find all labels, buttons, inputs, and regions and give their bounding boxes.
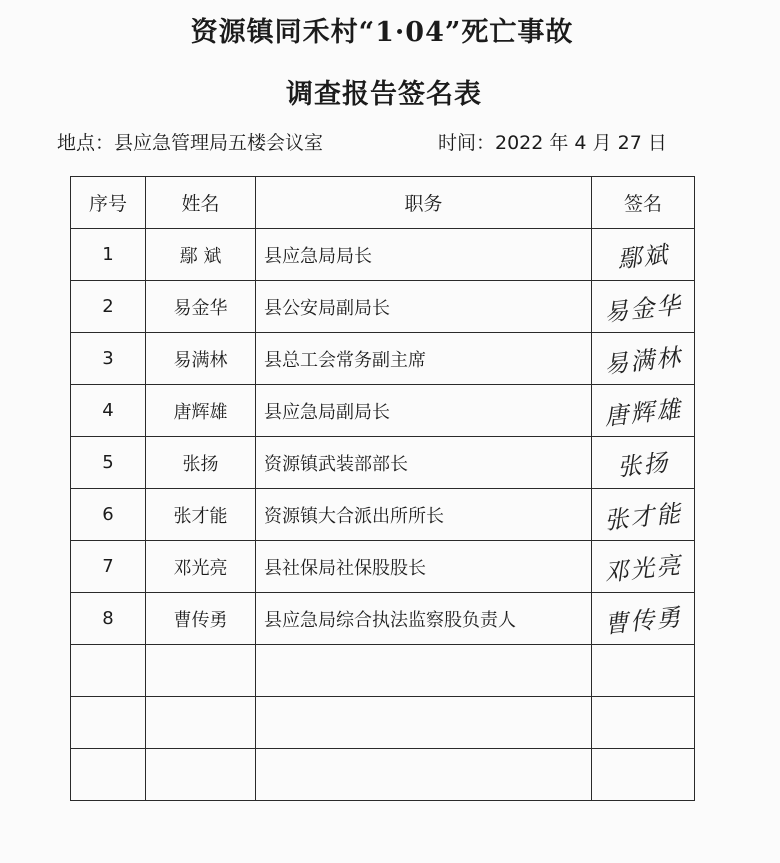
row-number: 8 — [71, 593, 146, 645]
header-position: 职务 — [256, 177, 592, 229]
row-name — [146, 697, 256, 749]
table-row — [71, 437, 695, 489]
row-position: 资源镇大合派出所所长 — [256, 489, 592, 541]
signature-cell — [592, 437, 695, 489]
row-number: 5 — [71, 437, 146, 489]
table-row — [71, 333, 695, 385]
table-row — [71, 489, 695, 541]
row-name: 易满林 — [146, 333, 256, 385]
row-name: 张扬 — [146, 437, 256, 489]
signature-cell — [592, 281, 695, 333]
row-number: 4 — [71, 385, 146, 437]
handwritten-signature: 鄢斌 — [615, 240, 671, 274]
row-number: 6 — [71, 489, 146, 541]
table-row-empty — [71, 645, 695, 697]
row-position: 县社保局社保股股长 — [256, 541, 592, 593]
handwritten-signature: 张扬 — [615, 448, 671, 482]
row-number — [71, 645, 146, 697]
header-name: 姓名 — [146, 177, 256, 229]
signature-cell — [592, 645, 695, 697]
table-row — [71, 385, 695, 437]
signature-cell — [592, 385, 695, 437]
row-name: 易金华 — [146, 281, 256, 333]
handwritten-signature: 易满林 — [603, 342, 684, 379]
table-row — [71, 281, 695, 333]
table-row-empty — [71, 749, 695, 801]
document-title-line1: 资源镇同禾村“1·04”死亡事故 — [190, 17, 574, 48]
row-position: 县公安局副局长 — [256, 281, 592, 333]
row-number — [71, 697, 146, 749]
handwritten-signature: 唐辉雄 — [603, 394, 684, 431]
row-name: 邓光亮 — [146, 541, 256, 593]
row-number: 7 — [71, 541, 146, 593]
document-title-line2: 调查报告签名表 — [286, 79, 482, 110]
signature-cell — [592, 333, 695, 385]
row-number: 1 — [71, 229, 146, 281]
row-name: 鄢 斌 — [146, 229, 256, 281]
time-text: 时间：2022 年 4 月 27 日 — [438, 132, 667, 154]
table-row — [71, 229, 695, 281]
header-signature: 签名 — [592, 177, 695, 229]
handwritten-signature: 易金华 — [603, 290, 684, 327]
handwritten-signature: 邓光亮 — [603, 550, 684, 587]
row-name: 唐辉雄 — [146, 385, 256, 437]
row-name: 曹传勇 — [146, 593, 256, 645]
table-header-row — [71, 177, 695, 229]
signature-cell — [592, 541, 695, 593]
table-row — [71, 541, 695, 593]
row-name: 张才能 — [146, 489, 256, 541]
row-position: 资源镇武装部部长 — [256, 437, 592, 489]
row-position: 县总工会常务副主席 — [256, 333, 592, 385]
row-position — [256, 697, 592, 749]
row-position: 县应急局综合执法监察股负责人 — [256, 593, 592, 645]
row-position: 县应急局副局长 — [256, 385, 592, 437]
signature-table — [70, 176, 695, 801]
row-position — [256, 749, 592, 801]
header-number: 序号 — [71, 177, 146, 229]
signature-cell — [592, 749, 695, 801]
signature-cell — [592, 489, 695, 541]
signature-cell — [592, 593, 695, 645]
row-position — [256, 645, 592, 697]
row-number: 3 — [71, 333, 146, 385]
table-row — [71, 593, 695, 645]
handwritten-signature: 张才能 — [603, 498, 684, 535]
signature-cell — [592, 697, 695, 749]
row-name — [146, 645, 256, 697]
row-number: 2 — [71, 281, 146, 333]
row-position: 县应急局局长 — [256, 229, 592, 281]
row-number — [71, 749, 146, 801]
handwritten-signature: 曹传勇 — [603, 602, 684, 639]
signature-cell — [592, 229, 695, 281]
row-name — [146, 749, 256, 801]
location-text: 地点：县应急管理局五楼会议室 — [57, 132, 324, 154]
table-row-empty — [71, 697, 695, 749]
